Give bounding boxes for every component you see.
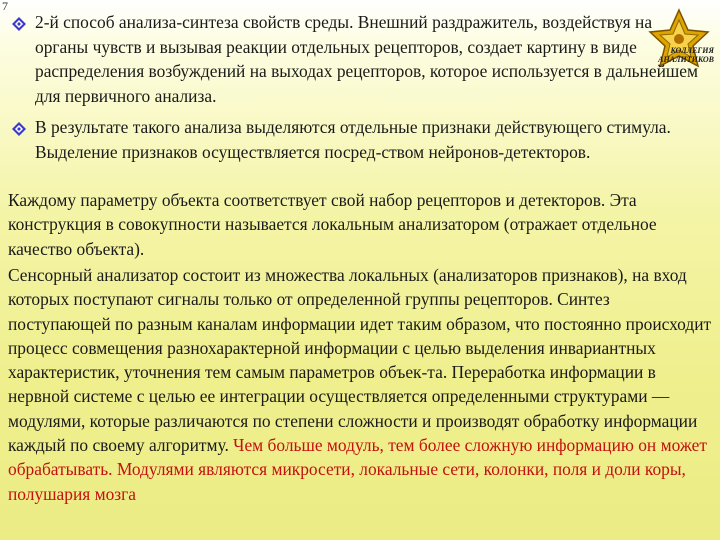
diamond-bullet-icon — [12, 122, 26, 136]
highlighted-text: Чем больше модуль, тем более сложную информацию он может обрабатывать. Модулями являются микросети, локальные сети, колонки, поля и доли коры, полушария мозга — [8, 435, 707, 504]
paragraph-sensory-analyzer — [8, 263, 712, 506]
logo-caption: КОЛЛЕГИЯ АНАЛИТИКОВ — [658, 46, 714, 64]
paragraph-local-analyzer: Каждому параметру объекта соответствует свой набор рецепторов и детекторов. Эта конструкция в совокупности называется локальным анализатором (отражает отдельное качество объекта). — [8, 190, 657, 259]
bullet-item-2: В результате такого анализа выделяются отдельные признаки действующего стимула. Выделение признаков осуществляется посред-ством нейронов-детекторов. — [35, 117, 671, 162]
paragraph-text: Сенсорный анализатор состоит из множества локальных (анализаторов признаков), на вход которых поступают сигналы только от определенной группы рецепторов. Синтез поступающей по разным каналам информации идет таким образом, что постоянно происходит процесс совмещения разнохарактерной информации с целью выделения инвариантных характеристик, уточнения тем самым параметров объек-та. Переработка информации в нервной системе с целью ее интеграции осуществляется определенными структурами — модулями, которые различаются по степени сложности и производят обработку информации каждый по своему алгоритму. — [8, 265, 712, 456]
bullet-item-1: 2-й способ анализа-синтеза свойств среды. Внешний раздражитель, воздействуя на органы чувств и вызывая реакции отдельных рецепторов, создает картину в виде распределения возбуждений на выходах рецепторов, которое используется в дальнейшем для первичного анализа. — [35, 12, 698, 106]
diamond-bullet-icon — [12, 17, 26, 31]
page-number: 7 — [2, 0, 8, 13]
